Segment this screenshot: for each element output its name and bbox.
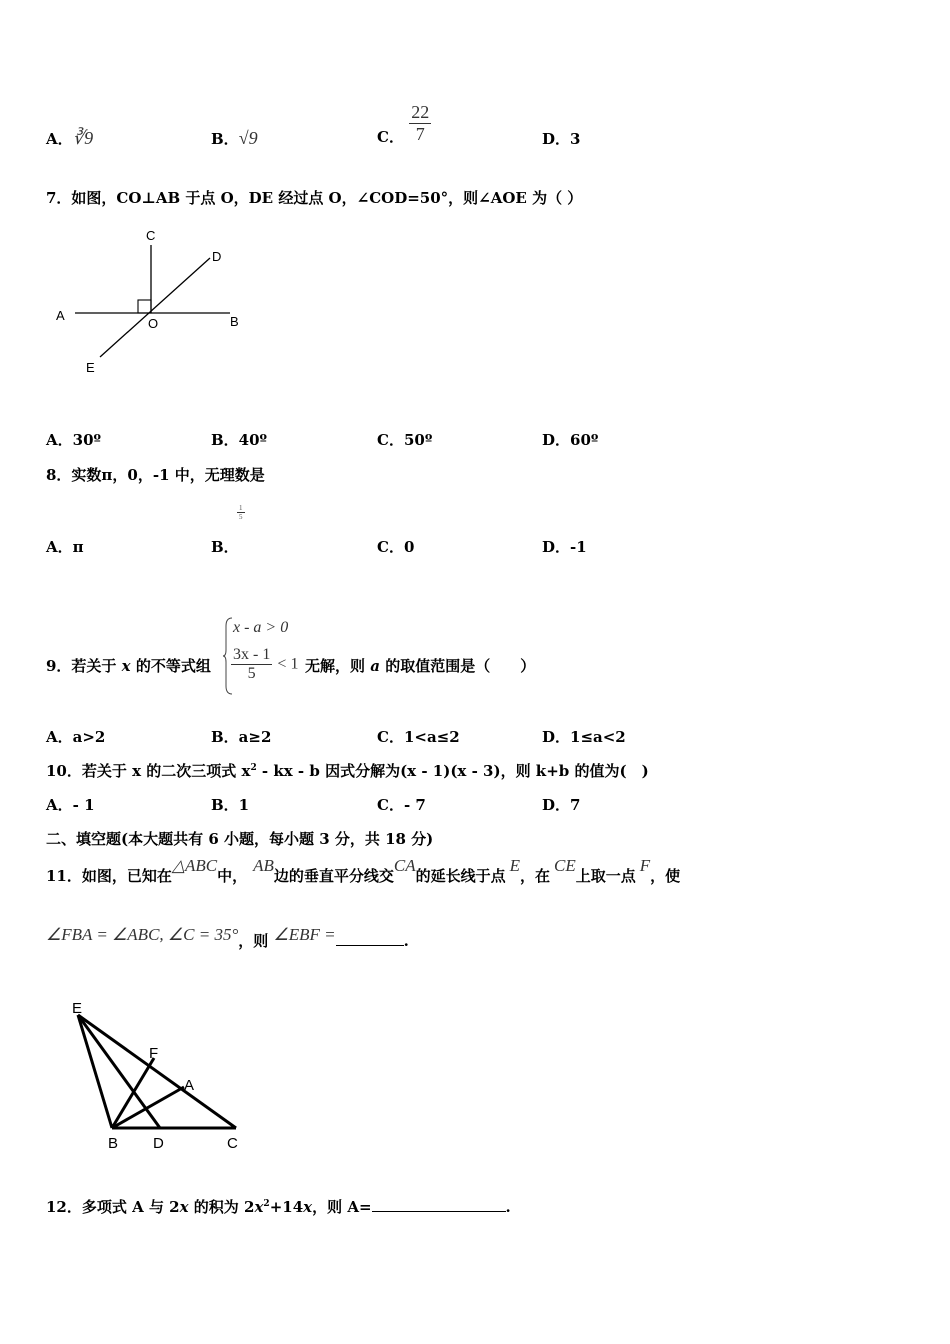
label-e: E: [72, 1000, 83, 1017]
line-ed: [78, 1015, 160, 1128]
q7-option-b: B．40º: [211, 431, 268, 449]
q9-inequality-1: x - a > 0: [233, 619, 289, 636]
line-de: [100, 258, 210, 357]
q10-text: 10．若关于 x 的二次三项式 $x^2$ - kx - b 因式分解为(x - 1)(x - 3)，则 k+b 的值为( ): [46, 762, 649, 780]
label-d: D: [153, 1135, 164, 1152]
label-c: C: [146, 228, 156, 243]
line-eb: [78, 1015, 112, 1128]
q8-option-c: C．0: [377, 538, 415, 556]
q7-text: 7．如图，CO⊥AB 于点 O，DE 经过点 O，∠COD=50°，则∠AOE 为（ ）: [46, 189, 583, 207]
q9-text-start: 9．若关于 x 的不等式组: [46, 657, 211, 675]
q10-option-c: C．- 7: [377, 796, 426, 814]
section-2-heading: 二、填空题(本大题共有 6 小题，每小题 3 分，共 18 分): [46, 830, 434, 848]
q9-option-d: D．1≤a<2: [542, 728, 626, 746]
q6-option-d: D．3: [542, 130, 581, 148]
q9-option-b: B．a≥2: [211, 728, 272, 746]
q7-option-a: A．30º: [46, 431, 102, 449]
q9-text-end: 无解，则 a 的取值范围是（ ）: [305, 657, 536, 675]
label-b: B: [108, 1135, 119, 1152]
q10-option-b: B．1: [211, 796, 250, 814]
label-a: A: [56, 308, 65, 323]
label-f: F: [149, 1045, 159, 1062]
q9-option-c: C．1<a≤2: [377, 728, 460, 746]
q6-option-a: A．∛9: [46, 128, 94, 148]
label-a: A: [184, 1077, 195, 1094]
q11-text: 11．如图，已知在△ABC中，AB边的垂直平分线交CA的延长线于点E，在CE上取一点F，使: [46, 856, 681, 885]
q7-option-d: D．60º: [542, 431, 599, 449]
label-b: B: [230, 314, 239, 329]
q12-text: 12．多项式 A 与 2x 的积为 $2x^2+14x$，则 A= .: [46, 1198, 511, 1216]
q8-option-d: D．-1: [542, 538, 587, 556]
q11-answer-blank[interactable]: [336, 931, 404, 946]
q8-option-b: B．: [211, 538, 239, 556]
q8-option-b-fraction: $\frac{1}{5}$: [239, 504, 243, 521]
q8-text: 8．实数π，0，-1 中，无理数是: [46, 466, 265, 484]
q11-figure: [60, 995, 260, 1155]
q7-figure: [40, 220, 260, 380]
q11-condition: ∠FBA = ∠ABC, ∠C = 35°，则 ∠EBF = .: [46, 925, 409, 950]
q8-option-a: A．π: [46, 538, 84, 556]
label-o: O: [148, 316, 159, 331]
label-d: D: [212, 249, 222, 264]
q6-option-c: C． $\frac{22}{7}$: [377, 102, 430, 146]
q9-option-a: A．a>2: [46, 728, 106, 746]
line-ec: [78, 1015, 236, 1128]
q12-answer-blank[interactable]: [372, 1197, 506, 1212]
q9-inequality-2: $\frac{3x - 1}{5}$ < 1: [233, 646, 299, 682]
label-c: C: [227, 1135, 238, 1152]
q6-option-b: B．√9: [211, 128, 258, 148]
right-angle-mark: [138, 300, 151, 313]
label-e: E: [86, 360, 95, 375]
q10-option-d: D．7: [542, 796, 581, 814]
q7-option-c: C．50º: [377, 431, 433, 449]
q10-option-a: A．- 1: [46, 796, 95, 814]
